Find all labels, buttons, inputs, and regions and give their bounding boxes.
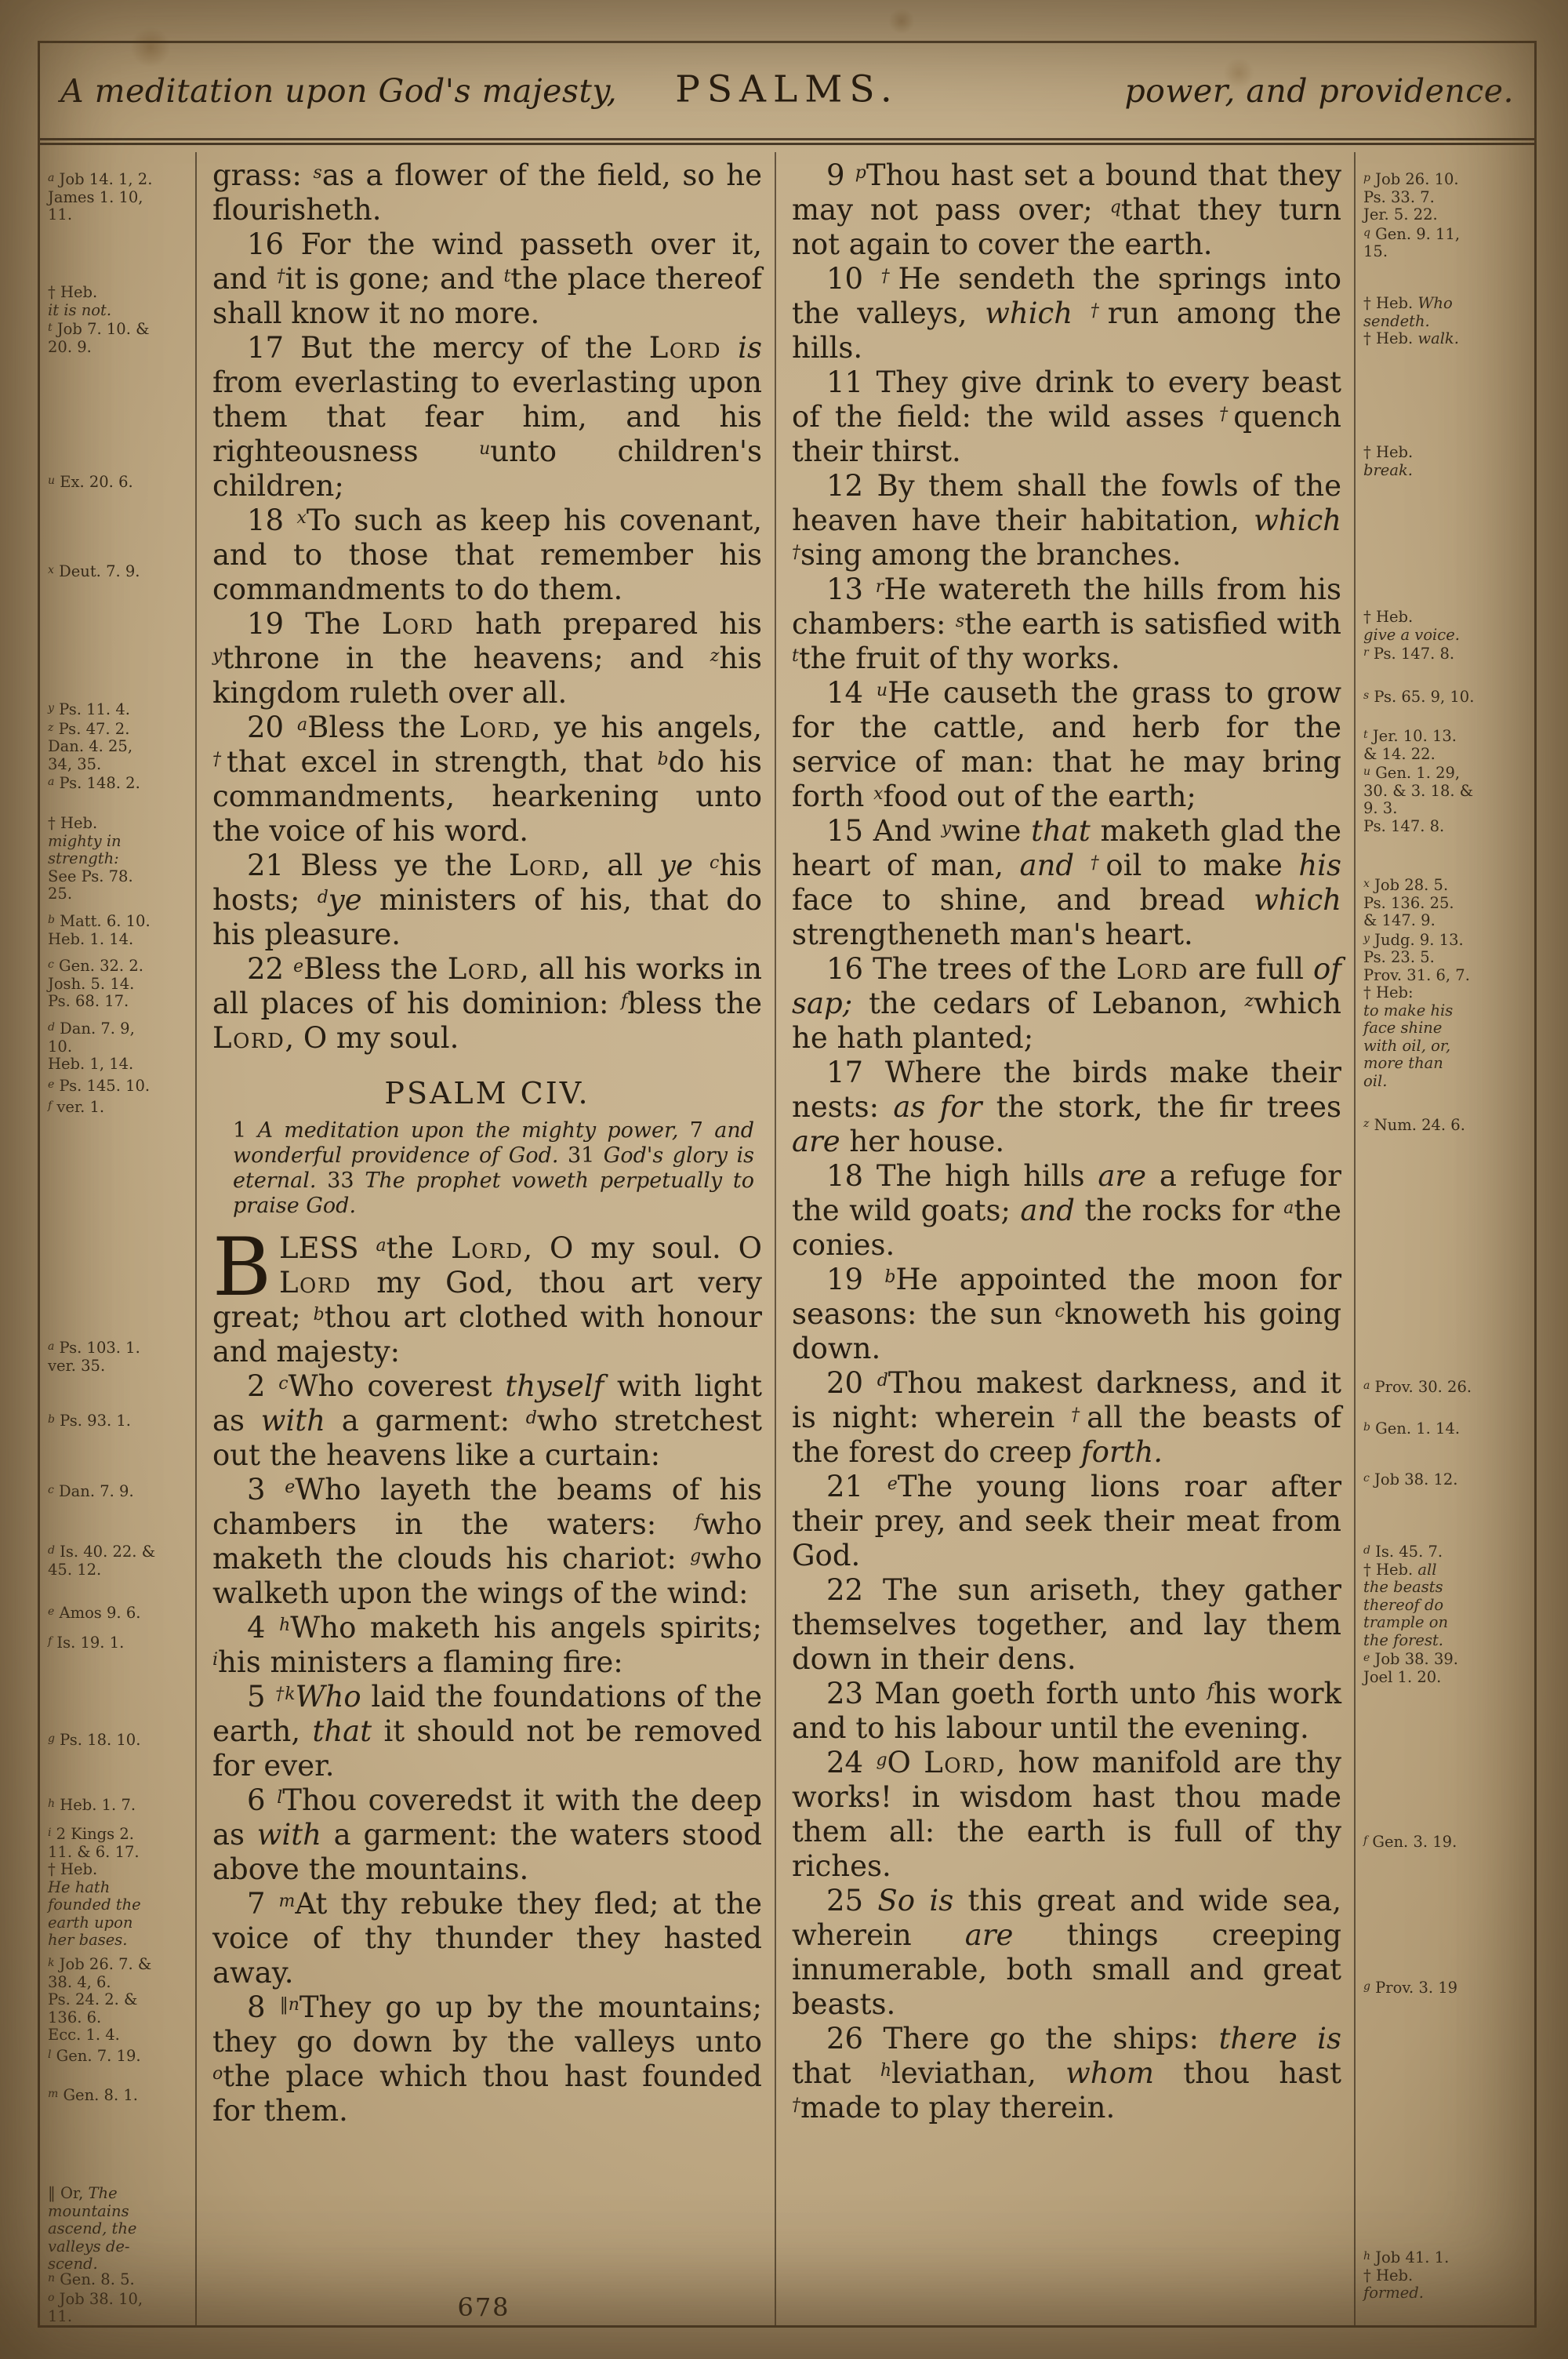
page-content [40, 152, 1534, 2325]
margin-reference: $^t$ Jer. 10. 13. & 14. 22. $^u$ Gen. 1. 29, 30. & 3. 18. & 9. 3. Ps. 147. 8. [1363, 727, 1474, 835]
verse: 18 $^x$To such as keep his covenant, and to those that remember his commandments to do them. [212, 503, 763, 606]
text-column-1 [197, 152, 775, 2325]
reference-mark: q [1363, 226, 1370, 239]
reference-mark: b [48, 1413, 55, 1426]
verse: 6 $^l$Thou coveredst it with the deep as with a garment: the waters stood above the mountains. [212, 1783, 762, 1886]
reference-mark: u [1363, 765, 1371, 778]
margin-reference: $^m$ Gen. 8. 1. [48, 2086, 138, 2104]
running-header [40, 43, 1534, 145]
margin-reference: $^f$ Gen. 3. 19. [1363, 1833, 1457, 1851]
verse: 10 †He sendeth the springs into the valleys, which †run among the hills. [792, 262, 1342, 365]
margin-reference: $^x$ Job 28. 5. Ps. 136. 25. & 147. 9. $^y$ Judg. 9. 13. Ps. 23. 5. Prov. 31. 6, 7. † Heb: to make his face shine with oil, or, more than oil. [1363, 876, 1470, 1090]
reference-mark: s [955, 612, 965, 631]
psalm-103-verses [212, 158, 762, 1056]
right-margin-references [1356, 152, 1534, 2325]
margin-reference: $^b$ Gen. 1. 14. [1363, 1419, 1461, 1438]
verse: 19 $^b$He appointed the moon for seasons: the sun $^c$knoweth his going down. [792, 1263, 1342, 1365]
margin-reference: $^b$ Matt. 6. 10. Heb. 1. 14. [48, 912, 151, 948]
drop-cap: B [212, 1221, 271, 1314]
verse: 15 And $^y$wine that maketh glad the heart of man, and †oil to make his face to shine, and bread which strengtheneth man's heart. [792, 814, 1341, 951]
reference-mark: x [48, 564, 54, 576]
divine-name: Lord [648, 331, 722, 365]
divine-name: Lord [381, 607, 455, 641]
reference-mark: a [1363, 1379, 1370, 1392]
divine-name: Lord [212, 1021, 285, 1055]
verse: 18 The high hills are a refuge for the wild goats; and the rocks for $^a$the conies. [792, 1159, 1341, 1262]
verse: grass: $^s$as a flower of the field, so he flourisheth. [212, 158, 762, 227]
verse: 12 By them shall the fowls of the heaven have their habitation, which †sing among the branches. [792, 469, 1341, 572]
reference-mark: z [710, 646, 720, 666]
reference-mark: o [48, 2291, 55, 2304]
reference-mark: h [1363, 2250, 1371, 2263]
reference-mark: i [48, 1826, 52, 1839]
margin-reference: $^d$ Is. 45. 7. † Heb. all the beasts thereof do trample on the forest. $^e$ Job 38. 39. Joel 1. 20. [1363, 1543, 1458, 1686]
margin-reference: † Heb. it is not. $^t$ Job 7. 10. & 20. 9. [48, 283, 150, 356]
reference-mark: h [48, 1797, 56, 1810]
margin-reference: $^p$ Job 26. 10. Ps. 33. 7. Jer. 5. 22. $^q$ Gen. 9. 11, 15. [1363, 170, 1461, 260]
verse: 16 The trees of the Lord are full of sap; the cedars of Lebanon, $^z$which he hath planted; [792, 952, 1341, 1055]
divine-name: Lord [1116, 952, 1189, 986]
reference-mark: † [1071, 1405, 1087, 1425]
reference-mark: e [887, 1474, 898, 1494]
reference-mark: c [1054, 1302, 1065, 1321]
reference-mark: a [48, 172, 55, 184]
reference-mark: i [212, 1650, 219, 1670]
reference-mark: t [792, 646, 799, 666]
reference-mark: u [479, 439, 491, 459]
reference-mark: u [876, 681, 888, 700]
divine-name: Lord [451, 1231, 524, 1265]
margin-reference: $^c$ Job 38. 12. [1363, 1470, 1458, 1488]
reference-mark: a [376, 1236, 387, 1256]
verse: BLESS $^a$the Lord, O my soul. O Lord my God, thou art very great; $^b$thou art clothed with honour and majesty: [212, 1221, 762, 1369]
reference-mark: s [1363, 689, 1370, 702]
margin-reference: $^f$ ver. 1. [48, 1098, 105, 1116]
verse: 22 The sun ariseth, they gather themselves together, and lay them down in their dens. [792, 1573, 1341, 1676]
margin-reference: $^n$ Gen. 8. 5. $^o$ Job 38. 10, 11. [48, 2270, 143, 2325]
margin-reference: $^h$ Job 41. 1. † Heb. formed. [1363, 2248, 1450, 2302]
verse: 4 $^h$Who maketh his angels spirits; $^i$his ministers a flaming fire: [212, 1611, 762, 1679]
margin-reference: $^z$ Num. 24. 6. [1363, 1116, 1465, 1134]
verse: 26 There go the ships: there is that $^h$leviathan, whom thou hast †made to play therein. [792, 2022, 1342, 2125]
reference-mark: c [278, 1374, 289, 1394]
reference-mark: † [792, 543, 800, 562]
verse: 19 The Lord hath prepared his $^y$throne in the heavens; and $^z$his kingdom ruleth over all. [212, 607, 762, 710]
reference-mark: y [1363, 932, 1370, 945]
verse: 24 $^g$O Lord, how manifold are thy works! in wisdom hast thou made them all: the earth is full of thy riches. [792, 1746, 1341, 1883]
reference-mark: d [525, 1408, 537, 1428]
reference-mark: g [1363, 1980, 1370, 1993]
reference-mark: a [297, 715, 308, 735]
reference-mark: p [1363, 172, 1370, 184]
margin-reference: $^y$ Ps. 11. 4. $^z$ Ps. 47. 2. Dan. 4. 25, 34, 35. $^a$ Ps. 148. 2. [48, 700, 140, 792]
reference-mark: l [48, 2048, 52, 2061]
margin-reference: $^a$ Prov. 30. 26. [1363, 1378, 1472, 1396]
reference-mark: d [317, 888, 328, 907]
reference-mark: a [48, 1340, 55, 1353]
verse: 8 $^{‖n}$They go up by the mountains; they go down by the valleys unto $^o$the place which thou hast founded for them. [212, 1990, 762, 2128]
reference-mark: z [1363, 1118, 1370, 1130]
margin-reference: $^d$ Is. 40. 22. & 45. 12. [48, 1543, 156, 1579]
reference-mark: e [48, 1605, 55, 1618]
reference-mark: g [48, 1732, 55, 1745]
reference-mark: x [1363, 878, 1370, 890]
reference-mark: y [941, 819, 952, 838]
reference-mark: † [880, 267, 898, 286]
reference-mark: † [276, 267, 285, 286]
reference-mark: a [48, 776, 55, 788]
verse: 17 Where the birds make their nests: as for the stork, the fir trees are her house. [792, 1056, 1341, 1158]
margin-reference: $^s$ Ps. 65. 9, 10. [1363, 688, 1475, 706]
reference-mark: r [1363, 646, 1369, 659]
verse: 22 $^e$Bless the Lord, all his works in all places of his dominion: $^f$bless the Lord, O my soul. [212, 952, 763, 1055]
reference-mark: t [48, 322, 53, 334]
reference-mark: d [48, 1021, 55, 1034]
reference-mark: e [285, 1478, 296, 1497]
reference-mark: e [48, 1078, 55, 1091]
verse: 17 But the mercy of the Lord is from everlasting to everlasting upon them that fear him, and his righteousness $^u$unto children's children; [212, 331, 763, 503]
header-right-text: power, and providence. [1124, 71, 1514, 110]
reference-mark: † [212, 750, 227, 769]
verse: 23 Man goeth forth unto $^f$his work and to his labour until the evening. [792, 1677, 1341, 1745]
verse: 11 They give drink to every beast of the field: the wild asses †quench their thirst. [792, 365, 1341, 468]
margin-reference: $^g$ Prov. 3. 19 [1363, 1979, 1458, 1997]
reference-mark: y [48, 702, 54, 714]
reference-mark: t [1363, 729, 1368, 741]
psalm-104-verses-1-8 [212, 1221, 763, 2128]
reference-mark: b [1363, 1421, 1370, 1434]
psalm-argument: 1 A meditation upon the mighty power, 7 and wonderful providence of God. 31 God's glory is eternal. 33 The prophet voweth perpetually to praise God. [233, 1118, 755, 1218]
margin-reference: $^a$ Ps. 103. 1. ver. 35. [48, 1339, 140, 1375]
margin-reference: $^f$ Is. 19. 1. [48, 1634, 125, 1652]
verse: 5 $^{\dagger k}$Who laid the foundations of the earth, that it should not be removed for ever. [212, 1680, 763, 1783]
reference-mark: d [877, 1371, 888, 1390]
reference-mark: c [48, 958, 54, 971]
margin-reference: $^i$ 2 Kings 2. 11. & 6. 17. † Heb. He hath founded the earth upon her bases. [48, 1825, 141, 1949]
reference-mark: f [1363, 1834, 1368, 1847]
reference-mark: z [48, 721, 54, 734]
reference-mark: c [1363, 1472, 1370, 1485]
header-left-text: A meditation upon God's majesty, [60, 71, 618, 110]
divine-name: Lord [508, 849, 582, 882]
reference-mark: z [1244, 991, 1254, 1011]
reference-mark: c [710, 853, 720, 873]
verse: 13 $^r$He watereth the hills from his chambers: $^s$the earth is satisfied with $^t$the fruit of thy works. [792, 572, 1341, 675]
verse: 25 So is this great and wide sea, wherein are things creeping innumerable, both small and great beasts. [792, 1884, 1342, 2021]
verse: 21 Bless ye the Lord, all ye $^c$his hosts; $^d$ye ministers of his, that do his pleasure. [212, 849, 762, 951]
reference-mark: t [503, 267, 511, 286]
margin-reference: $^k$ Job 26. 7. & 38. 4, 6. Ps. 24. 2. & 136. 6. Ecc. 1. 4. [48, 1955, 152, 2044]
verse: 3 $^e$Who layeth the beams of his chambers in the waters: $^f$who maketh the clouds his chariot: $^g$who walketh upon the wings of the wind: [212, 1473, 762, 1610]
reference-mark: † [792, 2095, 800, 2115]
page-number: 678 [457, 2292, 510, 2322]
reference-mark: x [296, 508, 307, 528]
reference-mark: x [873, 784, 884, 804]
reference-mark: p [855, 163, 866, 183]
reference-mark: e [293, 957, 304, 976]
verse: 7 $^m$At thy rebuke they fled; at the voice of thy thunder they hasted away. [212, 1887, 762, 1990]
reference-mark: b [657, 750, 669, 769]
margin-reference: † Heb. break. [1363, 443, 1414, 479]
verse: 20 $^a$Bless the Lord, ye his angels, †that excel in strength, that $^b$do his commandments, hearkening unto the voice of his word. [212, 711, 763, 848]
margin-reference: $^b$ Ps. 93. 1. [48, 1412, 131, 1430]
reference-mark: u [48, 474, 56, 487]
reference-mark: † [1090, 853, 1106, 873]
book-title: PSALMS. [675, 67, 899, 111]
reference-mark: † [1090, 301, 1108, 321]
reference-mark: s [313, 163, 322, 183]
reference-mark: r [875, 577, 884, 597]
verse: 21 $^e$The young lions roar after their prey, and seek their meat from God. [792, 1470, 1342, 1572]
verse: 14 $^u$He causeth the grass to grow for the cattle, and herb for the service of man: that he may bring forth $^x$food out of the earth; [792, 676, 1341, 813]
margin-reference: $^e$ Ps. 145. 10. [48, 1077, 151, 1095]
reference-mark: l [277, 1788, 283, 1808]
text-column-2 [776, 152, 1354, 2325]
verse: 16 For the wind passeth over it, and †it is gone; and $^t$the place thereof shall know it no more. [212, 227, 763, 330]
reference-mark: ‖n [279, 1995, 299, 2015]
margin-reference: $^e$ Amos 9. 6. [48, 1604, 141, 1622]
reference-mark: q [1109, 198, 1121, 217]
divine-name: Lord [278, 1266, 352, 1299]
reference-mark: g [690, 1547, 702, 1566]
reference-mark: h [880, 2061, 892, 2081]
reference-mark: f [48, 1635, 53, 1648]
reference-mark: y [212, 646, 223, 666]
reference-mark: f [621, 991, 628, 1011]
divine-name: Lord [924, 1746, 996, 1779]
reference-mark: k [48, 1957, 55, 1969]
reference-mark: c [48, 1484, 54, 1496]
left-margin-references [40, 152, 195, 2325]
margin-reference: † Heb. give a voice. $^r$ Ps. 147. 8. [1363, 608, 1460, 663]
verse: 2 $^c$Who coverest thyself with light as with a garment: $^d$who stretchest out the heavens like a curtain: [212, 1369, 763, 1472]
margin-reference: $^l$ Gen. 7. 19. [48, 2047, 141, 2065]
margin-reference: $^a$ Job 14. 1, 2. James 1. 10, 11. [48, 170, 153, 224]
reference-mark: g [876, 1750, 887, 1770]
reference-mark: b [48, 914, 55, 926]
margin-reference: $^d$ Dan. 7. 9, 10. Heb. 1, 14. [48, 1020, 135, 1073]
margin-reference: $^g$ Ps. 18. 10. [48, 1731, 141, 1749]
margin-reference: $^u$ Ex. 20. 6. [48, 473, 133, 491]
reference-mark: a [1283, 1198, 1294, 1218]
reference-mark: o [212, 2064, 223, 2084]
reference-mark: † [1219, 405, 1234, 424]
reference-mark: h [279, 1616, 291, 1635]
psalm-heading: PSALM CIV. [384, 1076, 590, 1110]
reference-mark: e [1363, 1652, 1370, 1664]
reference-mark: d [48, 1544, 55, 1557]
verse: 20 $^d$Thou makest darkness, and it is night: wherein †all the beasts of the forest do creep forth. [792, 1366, 1341, 1469]
reference-mark: m [278, 1892, 296, 1911]
margin-reference: † Heb. mighty in strength: See Ps. 78. 25. [48, 814, 133, 903]
margin-reference: $^c$ Gen. 32. 2. Josh. 5. 14. Ps. 68. 17. [48, 957, 143, 1010]
reference-mark: d [1363, 1544, 1370, 1557]
reference-mark: b [313, 1305, 325, 1325]
margin-reference: $^c$ Dan. 7. 9. [48, 1482, 134, 1500]
margin-reference: ‖ Or, The mountains ascend, the valleys de- scend. [48, 2184, 137, 2273]
reference-mark: †k [275, 1685, 296, 1704]
reference-mark: n [48, 2272, 56, 2284]
reference-mark: f [48, 1100, 53, 1112]
margin-reference: $^x$ Deut. 7. 9. [48, 562, 140, 580]
margin-reference: † Heb. Who sendeth. † Heb. walk. [1363, 294, 1459, 347]
verse: 9 $^p$Thou hast set a bound that they may not pass over; $^q$that they turn not again to cover the earth. [792, 158, 1341, 261]
reference-mark: b [884, 1267, 896, 1287]
reference-mark: m [48, 2088, 59, 2100]
margin-reference: $^h$ Heb. 1. 7. [48, 1796, 136, 1814]
divine-name: Lord [447, 952, 521, 986]
page-frame [38, 41, 1537, 2328]
reference-mark: f [695, 1512, 702, 1532]
reference-mark: f [1207, 1681, 1214, 1701]
divine-name: Lord [459, 711, 532, 744]
